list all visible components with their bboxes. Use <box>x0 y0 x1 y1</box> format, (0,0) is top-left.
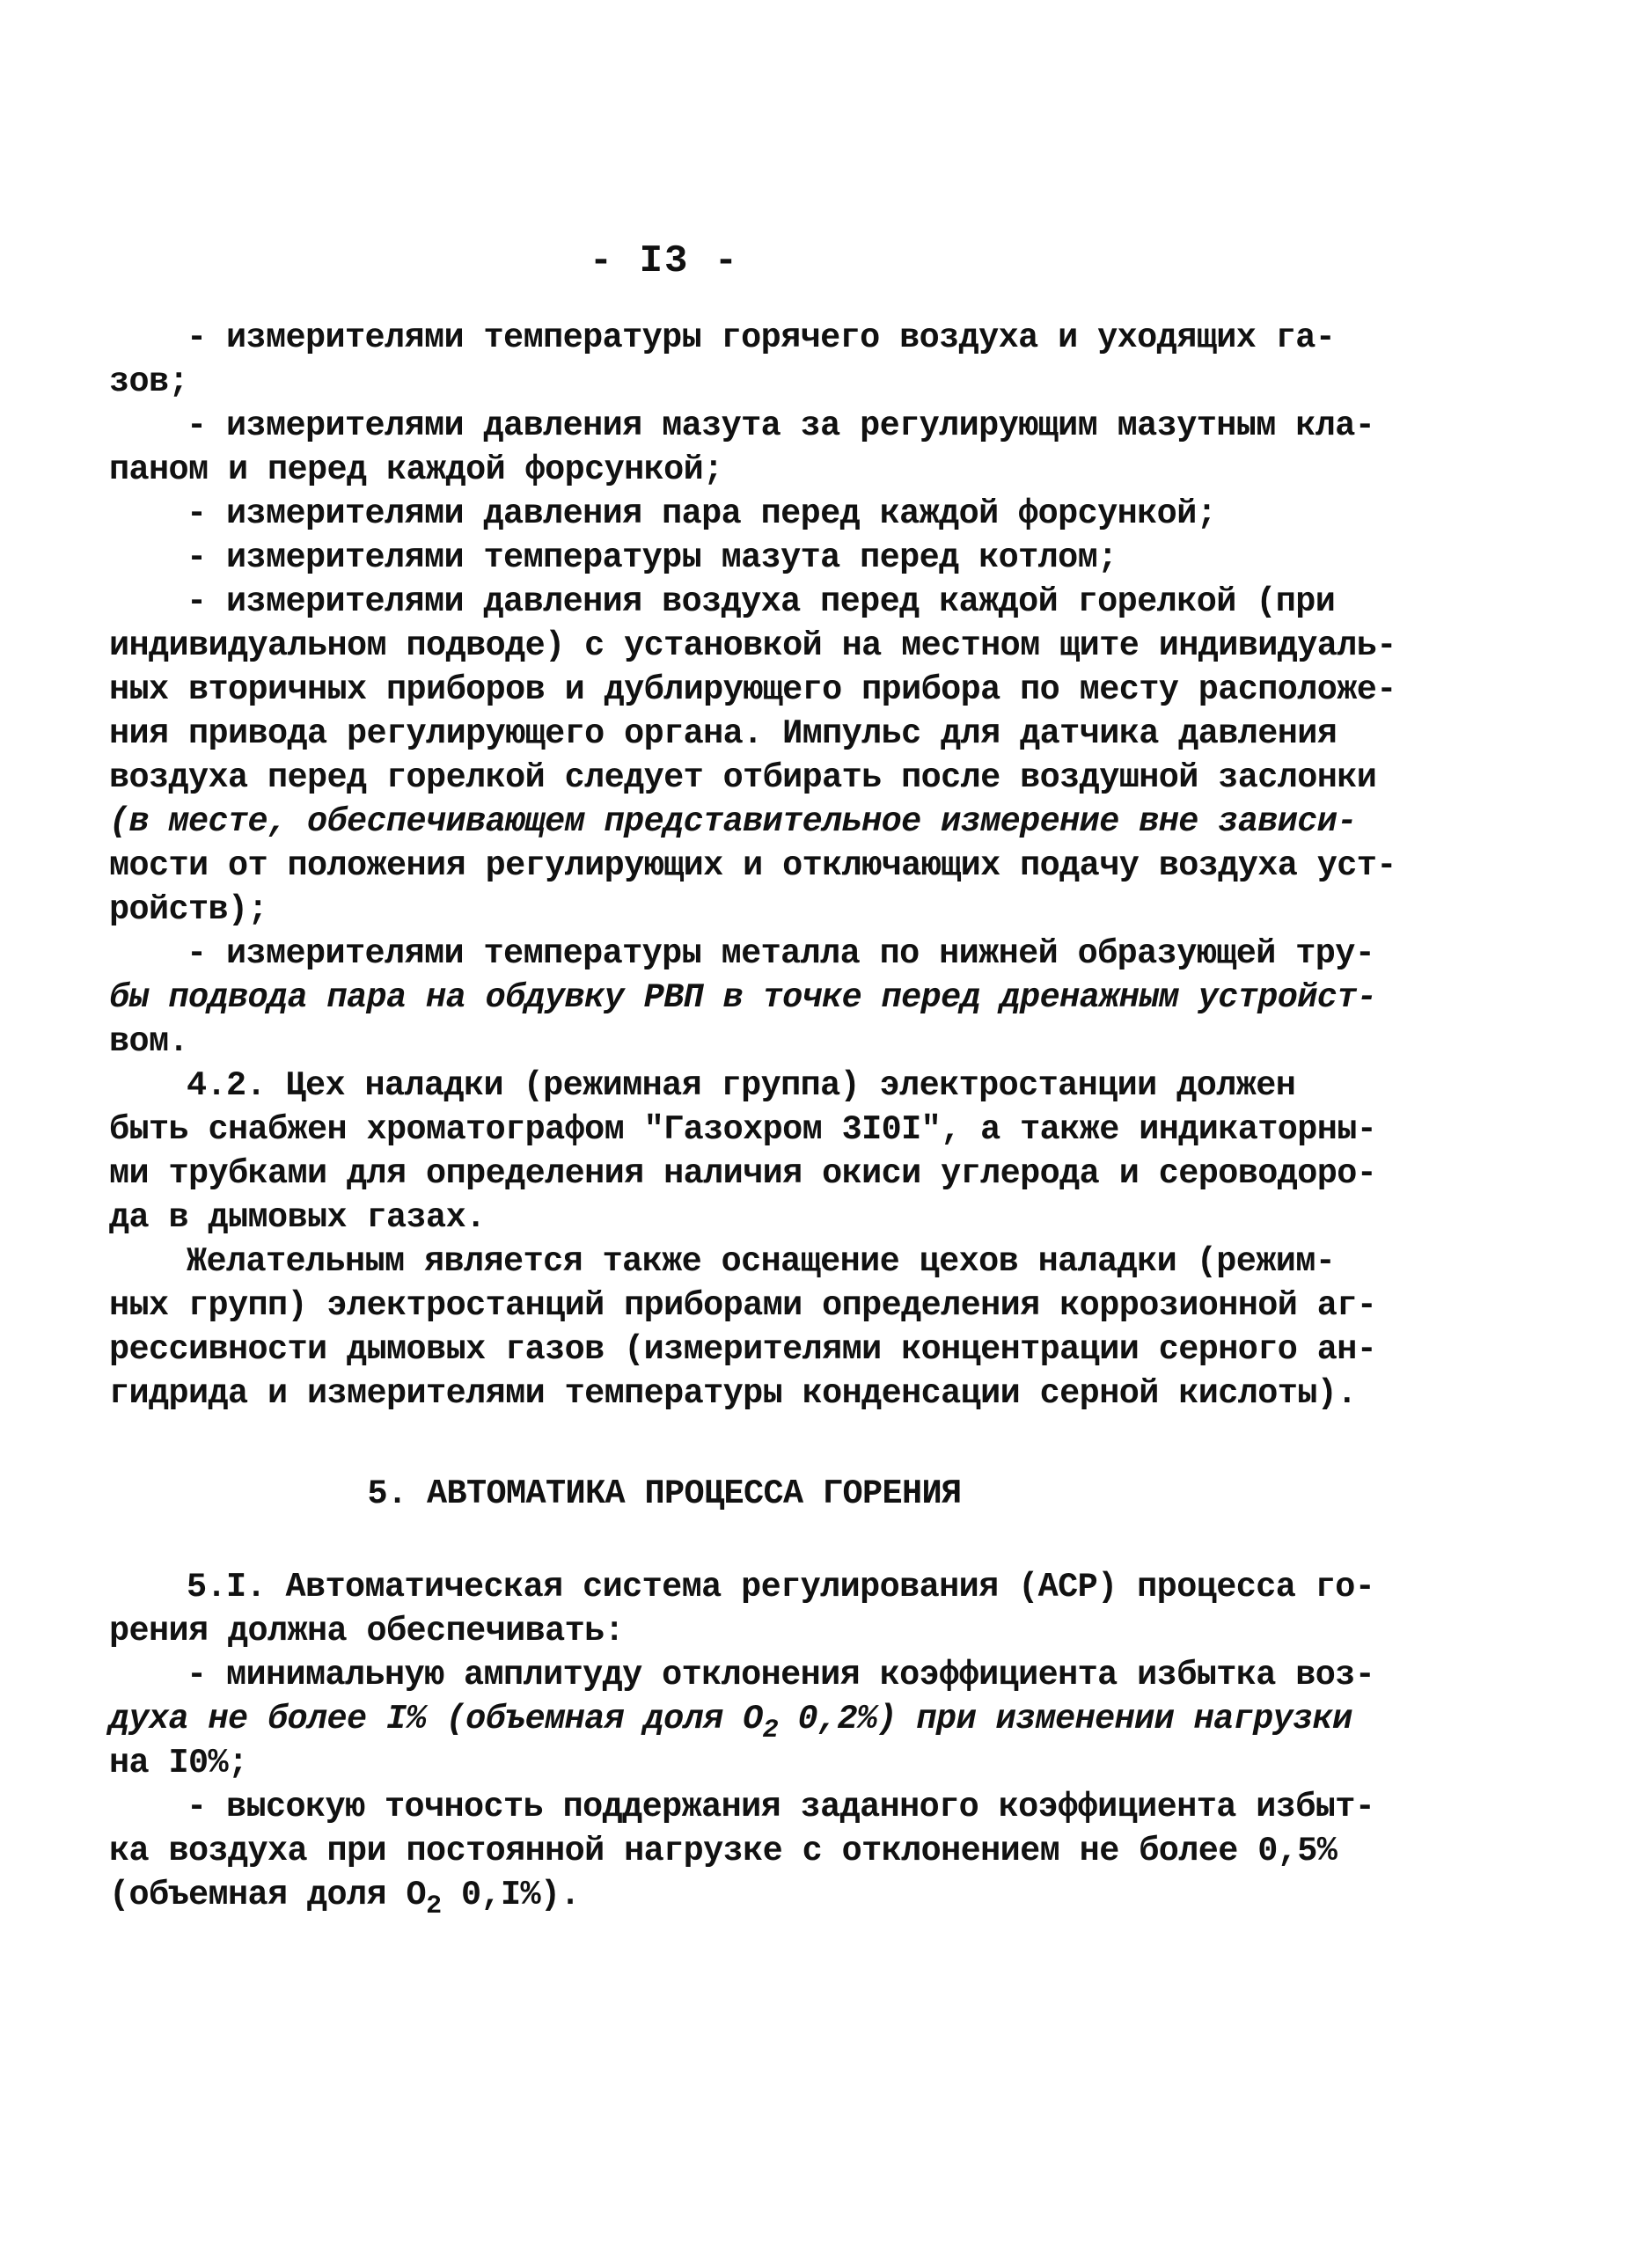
text-line: зов; <box>109 362 189 401</box>
text-line: - измерителями давления пара перед каждой форсункой; <box>187 494 1217 533</box>
subscript: 2 <box>426 1891 442 1921</box>
page-number: - I3 - <box>589 239 740 283</box>
text-fragment: 0,2%) при изменении нагрузки <box>778 1700 1352 1738</box>
text-line-with-subscript <box>109 1874 580 1920</box>
text-line: ка воздуха при постоянной нагрузке с отклонением не более 0,5% <box>109 1832 1338 1870</box>
text-line: гидрида и измерителями температуры конденсации серной кислоты). <box>109 1374 1357 1413</box>
text-line: паном и перед каждой форсункой; <box>109 450 723 489</box>
section-heading: 5. АВТОМАТИКА ПРОЦЕССА ГОРЕНИЯ <box>367 1474 962 1513</box>
text-line: ройств); <box>109 890 268 929</box>
text-line: рения должна обеспечивать: <box>109 1612 625 1650</box>
text-line: вом. <box>109 1022 189 1061</box>
text-line: рессивности дымовых газов (измерителями концентрации серного ан- <box>109 1330 1377 1369</box>
text-line: - минимальную амплитуду отклонения коэффициента избытка воз- <box>187 1656 1375 1694</box>
text-line: да в дымовых газах. <box>109 1198 486 1237</box>
text-line: ния привода регулирующего органа. Импульс для датчика давления <box>109 714 1338 753</box>
text-line: (в месте, обеспечивающем представительное измерение вне зависи- <box>109 802 1357 841</box>
text-line: 4.2. Цех наладки (режимная группа) электростанции должен <box>187 1066 1296 1105</box>
text-line: воздуха перед горелкой следует отбирать после воздушной заслонки <box>109 758 1377 797</box>
text-line: 5.I. Автоматическая система регулирования (АСР) процесса го- <box>187 1568 1375 1606</box>
text-line: на I0%; <box>109 1744 248 1782</box>
text-line: ми трубками для определения наличия окиси углерода и сероводоро- <box>109 1154 1377 1193</box>
text-line: - измерителями давления мазута за регулирующим мазутным кла- <box>187 406 1375 445</box>
text-line: - измерителями температуры горячего воздуха и уходящих га- <box>187 318 1336 357</box>
text-line: - измерителями давления воздуха перед каждой горелкой (при <box>187 582 1336 621</box>
text-line: ных вторичных приборов и дублирующего прибора по месту расположе- <box>109 670 1396 709</box>
text-line: ных групп) электростанций приборами определения коррозионной аг- <box>109 1286 1377 1325</box>
subscript: 2 <box>762 1716 779 1745</box>
text-fragment: (объемная доля O <box>109 1876 427 1914</box>
text-line: бы подвода пара на обдувку РВП в точке перед дренажным устройст- <box>109 978 1377 1017</box>
text-line-with-subscript <box>109 1698 1352 1744</box>
text-line: - высокую точность поддержания заданного коэффициента избыт- <box>187 1788 1375 1826</box>
text-fragment: 0,I%). <box>441 1876 580 1914</box>
text-line: - измерителями температуры мазута перед котлом; <box>187 538 1118 577</box>
text-fragment: духа не более I% (объемная доля O <box>109 1700 763 1738</box>
text-line: мости от положения регулирующих и отключающих подачу воздуха уст- <box>109 846 1396 885</box>
text-line: индивидуальном подводе) с установкой на местном щите индивидуаль- <box>109 626 1396 665</box>
text-line: Желательным является также оснащение цехов наладки (режим- <box>187 1242 1336 1281</box>
text-line: - измерителями температуры металла по нижней образующей тру- <box>187 934 1375 973</box>
text-line: быть снабжен хроматографом "Газохром 3I0I", а также индикаторны- <box>109 1110 1377 1149</box>
